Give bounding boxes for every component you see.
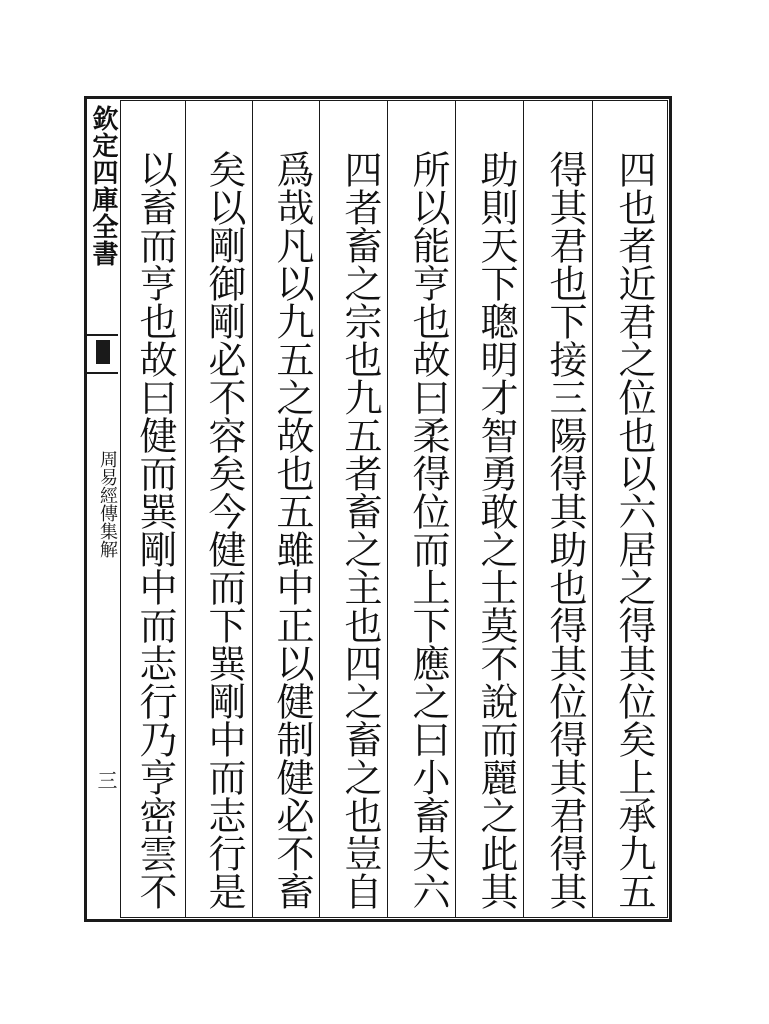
column-rule: [455, 100, 456, 918]
column-rule: [523, 100, 524, 918]
column-rule: [185, 100, 186, 918]
text-column-1: 四也者近君之位也以六居之得其位矣上承九五: [612, 150, 656, 910]
column-rule: [387, 100, 388, 918]
text-column-2: 得其君也下接三陽得其助也得其位得其君得其: [543, 150, 587, 910]
column-rule: [120, 100, 121, 918]
text-column-4: 所以能亨也故曰柔得位而上下應之曰小畜夫六: [406, 150, 450, 910]
column-rule: [252, 100, 253, 918]
column-rule: [319, 100, 320, 918]
column-rule: [592, 100, 593, 918]
text-column-5: 四者畜之宗也九五者畜之主也四之畜之也豈自: [338, 150, 382, 910]
collection-title: 欽定四庫全書: [88, 105, 118, 267]
text-column-7: 矣以剛御剛必不容矣今健而下巽剛中而志行是: [202, 150, 246, 910]
text-column-8: 以畜而亨也故曰健而巽剛中而志行乃亨密雲不: [133, 150, 177, 910]
text-column-3: 助則天下聰明才智勇敢之士莫不說而麗之此其: [474, 150, 518, 910]
page-number: 三: [94, 770, 118, 790]
fishtail-block: [96, 340, 110, 364]
text-column-6: 爲哉凡以九五之故也五雖中正以健制健必不畜: [270, 150, 314, 910]
book-title: 周易經傳集解: [97, 450, 118, 558]
